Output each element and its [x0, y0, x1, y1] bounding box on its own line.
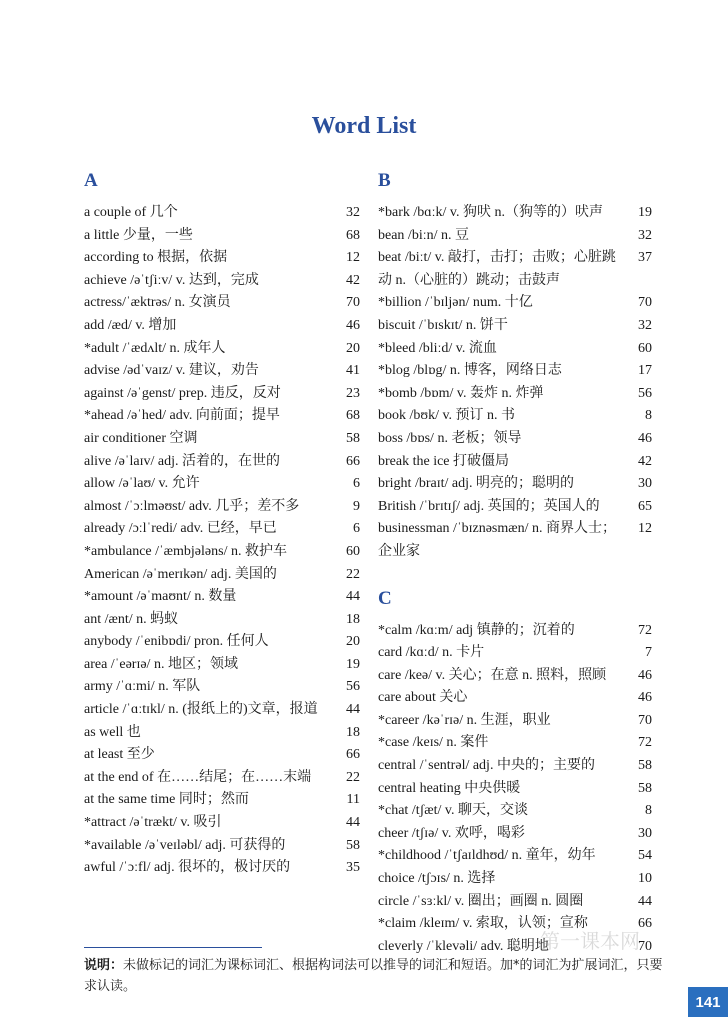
word-entry — [378, 845, 652, 868]
word-entry-text: *adult /ˈædʌlt/ n. 成年人 — [84, 340, 226, 356]
word-entry-text: *amount /əˈmaʊnt/ n. 数量 — [84, 589, 237, 605]
word-entry-text: at least 至少 — [84, 747, 155, 763]
word-entry-text: book /bʊk/ v. 预订 n. 书 — [378, 408, 516, 424]
word-entry-page: 70 — [638, 712, 652, 728]
word-entry-page: 44 — [346, 589, 360, 605]
word-entry — [378, 315, 652, 338]
word-entry-text: care /keə/ v. 关心；在意 n. 照料，照顾 — [378, 667, 607, 683]
word-entry — [378, 225, 652, 248]
word-entry-text: cleverly /ˈklevəli/ adv. 聪明地 — [378, 938, 549, 954]
word-entry — [378, 405, 652, 428]
word-entry-text: businessman /ˈbɪznəsmæn/ n. 商界人士；企业家 — [378, 521, 616, 559]
word-entry-text: air conditioner 空调 — [84, 430, 198, 446]
word-entry-page: 56 — [346, 679, 360, 695]
word-entry — [84, 586, 360, 609]
word-entry-page: 8 — [645, 803, 652, 819]
word-entry-text: *ambulance /ˈæmbjələns/ n. 救护车 — [84, 543, 287, 559]
word-entry-page: 22 — [346, 566, 360, 582]
word-entry-text: awful /ˈɔːfl/ adj. 很坏的，极讨厌的 — [84, 860, 291, 876]
word-entry-text: bright /braɪt/ adj. 明亮的；聪明的 — [378, 476, 574, 492]
word-entry — [378, 247, 652, 292]
word-entry — [378, 360, 652, 383]
section-letter-a: A — [84, 170, 98, 191]
word-entry — [378, 620, 652, 643]
word-entry-page: 66 — [346, 453, 360, 469]
word-entry-text: area /ˈeərɪə/ n. 地区；领域 — [84, 656, 238, 672]
word-entry-page: 12 — [346, 250, 360, 266]
word-entry — [378, 473, 652, 496]
word-entry — [84, 496, 360, 519]
word-entry — [84, 812, 360, 835]
word-entry-text: according to 根据，依据 — [84, 250, 228, 266]
word-entry — [378, 891, 652, 914]
section-letter-b: B — [378, 170, 391, 191]
word-entry — [84, 541, 360, 564]
word-entry — [84, 676, 360, 699]
word-entry-page: 60 — [346, 543, 360, 559]
word-entry — [84, 383, 360, 406]
word-entry — [84, 247, 360, 270]
word-entry — [84, 744, 360, 767]
word-entry — [84, 789, 360, 812]
word-entry — [84, 473, 360, 496]
word-entry — [378, 823, 652, 846]
word-entry-page: 58 — [638, 758, 652, 774]
word-entry — [84, 405, 360, 428]
word-entry — [378, 338, 652, 361]
word-entry-page: 20 — [346, 634, 360, 650]
word-entry-page: 41 — [346, 363, 360, 379]
word-entry-page: 30 — [638, 825, 652, 841]
word-entry-text: bean /biːn/ n. 豆 — [378, 227, 469, 243]
watermark: 第一课本网 — [540, 929, 640, 953]
word-entry-page: 32 — [638, 317, 652, 333]
word-entry-text: almost /ˈɔːlməʊst/ adv. 几乎；差不多 — [84, 498, 300, 514]
word-entry-page: 17 — [638, 363, 652, 379]
word-entry — [378, 755, 652, 778]
word-entry-text: at the end of 在……结尾；在……末端 — [84, 769, 312, 785]
word-entry-page: 60 — [638, 340, 652, 356]
word-entry-text: *attract /əˈtrækt/ v. 吸引 — [84, 815, 222, 831]
word-entry-page: 7 — [645, 645, 652, 661]
word-entry-page: 18 — [346, 611, 360, 627]
word-entry-text: anybody /ˈenibɒdi/ pron. 任何人 — [84, 634, 269, 650]
word-entry-page: 54 — [638, 848, 652, 864]
word-entry-page: 56 — [638, 385, 652, 401]
word-entry-text: British /ˈbrɪtɪʃ/ adj. 英国的；英国人的 — [378, 498, 600, 514]
word-entry-page: 70 — [638, 938, 652, 954]
word-entry-text: American /əˈmerɪkən/ adj. 美国的 — [84, 566, 277, 582]
word-entry-page: 32 — [638, 227, 652, 243]
word-entry-text: biscuit /ˈbɪskɪt/ n. 饼干 — [378, 317, 508, 333]
word-entry-text: a little 少量，一些 — [84, 227, 193, 243]
word-entry — [378, 868, 652, 891]
word-entry — [378, 665, 652, 688]
word-entry — [378, 202, 652, 225]
word-entry — [84, 360, 360, 383]
word-entry-page: 42 — [638, 453, 652, 469]
word-entry-text: central heating 中央供暖 — [378, 780, 521, 796]
word-entry-page: 11 — [346, 792, 360, 808]
word-entry — [84, 270, 360, 293]
word-entry-page: 72 — [638, 735, 652, 751]
word-entry-page: 44 — [638, 893, 652, 909]
word-entry-text: already /ɔːlˈredi/ adv. 已经，早已 — [84, 521, 277, 537]
word-entry-text: choice /tʃɔɪs/ n. 选择 — [378, 871, 496, 887]
word-entry-page: 46 — [638, 690, 652, 706]
word-entry — [84, 722, 360, 745]
word-entry-page: 68 — [346, 408, 360, 424]
word-entry-page: 66 — [346, 747, 360, 763]
word-entry-page: 68 — [346, 227, 360, 243]
word-entry-page: 12 — [638, 521, 652, 537]
word-entry-page: 8 — [645, 408, 652, 424]
word-entry — [84, 767, 360, 790]
word-entry — [84, 835, 360, 858]
word-entry-text: at the same time 同时；然而 — [84, 792, 249, 808]
word-entry-text: *available /əˈveɪləbl/ adj. 可获得的 — [84, 837, 286, 853]
word-entry — [84, 428, 360, 451]
word-entry-text: central /ˈsentrəl/ adj. 中央的；主要的 — [378, 758, 595, 774]
word-entry-text: as well 也 — [84, 724, 141, 740]
word-entry — [84, 699, 360, 722]
word-entry — [378, 451, 652, 474]
word-entry-text: army /ˈɑːmi/ n. 军队 — [84, 679, 201, 695]
word-entry-page: 9 — [353, 498, 360, 514]
word-entry-page: 42 — [346, 272, 360, 288]
word-entry-text: boss /bɒs/ n. 老板；领导 — [378, 430, 522, 446]
column-bc — [378, 171, 652, 958]
word-entry-page: 30 — [638, 476, 652, 492]
word-entry-text: beat /biːt/ v. 敲打，击打；击败；心脏跳动 n.（心脏的）跳动；击鼓声 — [378, 250, 616, 288]
word-entry-text: a couple of 几个 — [84, 205, 178, 220]
word-entry — [84, 564, 360, 587]
word-entry-page: 70 — [346, 295, 360, 311]
word-entry-text: *bleed /bliːd/ v. 流血 — [378, 340, 497, 356]
word-entry-text: *case /keɪs/ n. 案件 — [378, 735, 489, 751]
word-entry-text: article /ˈɑːtɪkl/ n. (报纸上的)文章，报道 — [84, 702, 318, 718]
word-entry-page: 6 — [353, 521, 360, 537]
word-entry-page: 22 — [346, 769, 360, 785]
footnote — [84, 955, 664, 997]
word-entry — [378, 642, 652, 665]
word-entry — [84, 451, 360, 474]
column-a — [84, 171, 360, 880]
word-entry-page: 44 — [346, 702, 360, 718]
word-entry-text: advise /ədˈvaɪz/ v. 建议，劝告 — [84, 363, 259, 379]
word-list-a — [84, 202, 360, 880]
word-entry-text: circle /ˈsɜːkl/ v. 圈出；画圈 n. 圆圈 — [378, 893, 584, 909]
word-entry-text: actress/ˈæktrəs/ n. 女演员 — [84, 295, 231, 311]
word-entry — [84, 315, 360, 338]
word-entry-text: *career /kəˈrɪə/ n. 生涯，职业 — [378, 712, 551, 728]
word-entry-text: *claim /kleɪm/ v. 索取，认领；宣称 — [378, 916, 588, 932]
word-entry-text: *calm /kɑːm/ adj 镇静的；沉着的 — [378, 622, 575, 638]
word-entry-text: alive /əˈlaɪv/ adj. 活着的，在世的 — [84, 453, 280, 469]
word-entry-page: 46 — [638, 430, 652, 446]
word-entry-page: 44 — [346, 815, 360, 831]
word-entry-text: against /əˈgenst/ prep. 违反，反对 — [84, 385, 281, 401]
word-entry-text: *ahead /əˈhed/ adv. 向前面；提早 — [84, 408, 280, 424]
footnote-divider — [84, 947, 262, 948]
word-entry-text: *childhood /ˈtʃaɪldhʊd/ n. 童年，幼年 — [378, 848, 596, 864]
word-entry — [84, 292, 360, 315]
word-entry-page: 35 — [346, 860, 360, 876]
word-entry — [378, 800, 652, 823]
word-entry-page: 37 — [638, 250, 652, 266]
word-entry-text: *bark /bɑːk/ v. 狗吠 n.（狗等的）吠声 — [378, 205, 603, 220]
word-entry — [378, 496, 652, 519]
word-entry-page: 23 — [346, 385, 360, 401]
word-entry-text: card /kɑːd/ n. 卡片 — [378, 645, 485, 661]
word-entry-page: 46 — [638, 667, 652, 683]
word-entry-page: 19 — [346, 656, 360, 672]
word-entry-page: 66 — [638, 916, 652, 932]
word-entry-page: 18 — [346, 724, 360, 740]
word-entry-text: *bomb /bɒm/ v. 轰炸 n. 炸弹 — [378, 385, 544, 401]
word-entry-page: 72 — [638, 622, 652, 638]
footnote-label: 说明： — [84, 958, 124, 973]
word-entry — [378, 428, 652, 451]
word-entry-page: 70 — [638, 295, 652, 311]
word-entry-page: 65 — [638, 498, 652, 514]
word-list-c — [378, 620, 652, 959]
page-title: Word List — [311, 113, 417, 139]
word-entry — [378, 687, 652, 710]
word-entry-text: ant /ænt/ n. 蚂蚁 — [84, 611, 179, 627]
page-number: 141 — [688, 987, 728, 1017]
footnote-text: 未做标记的词汇为课标词汇、根据构词法可以推导的词汇和短语。加*的词汇为扩展词汇，只要求认读。 — [84, 958, 663, 994]
word-entry-page: 19 — [638, 205, 652, 220]
section-letter-c: C — [378, 587, 392, 609]
word-entry-text: *billion /ˈbɪljən/ num. 十亿 — [378, 295, 533, 311]
word-entry — [84, 338, 360, 361]
word-entry-text: allow /əˈlaʊ/ v. 允许 — [84, 476, 200, 492]
word-entry — [378, 518, 652, 563]
word-entry — [378, 710, 652, 733]
word-entry — [378, 383, 652, 406]
word-entry-text: cheer /tʃɪə/ v. 欢呼，喝彩 — [378, 825, 525, 841]
word-entry-page: 10 — [638, 871, 652, 887]
word-entry — [84, 631, 360, 654]
word-entry-page: 46 — [346, 317, 360, 333]
word-entry-text: add /æd/ v. 增加 — [84, 317, 177, 333]
word-entry — [84, 225, 360, 248]
word-entry-page: 20 — [346, 340, 360, 356]
word-entry — [84, 609, 360, 632]
word-entry-text: *blog /blɒg/ n. 博客，网络日志 — [378, 363, 562, 379]
word-entry-text: achieve /əˈtʃiːv/ v. 达到，完成 — [84, 272, 259, 288]
word-entry-text: break the ice 打破僵局 — [378, 453, 510, 469]
word-entry — [378, 292, 652, 315]
word-entry — [84, 202, 360, 225]
word-entry-page: 58 — [346, 430, 360, 446]
word-entry-page: 6 — [353, 476, 360, 492]
word-entry-page: 32 — [346, 205, 360, 220]
word-entry — [84, 857, 360, 880]
word-entry-text: *chat /tʃæt/ v. 聊天，交谈 — [378, 803, 528, 819]
word-list-b — [378, 202, 652, 564]
word-entry — [378, 778, 652, 801]
word-entry — [378, 732, 652, 755]
word-entry-page: 58 — [346, 837, 360, 853]
word-entry-page: 58 — [638, 780, 652, 796]
word-entry — [84, 518, 360, 541]
word-entry-text: care about 关心 — [378, 690, 468, 706]
word-entry — [84, 654, 360, 677]
